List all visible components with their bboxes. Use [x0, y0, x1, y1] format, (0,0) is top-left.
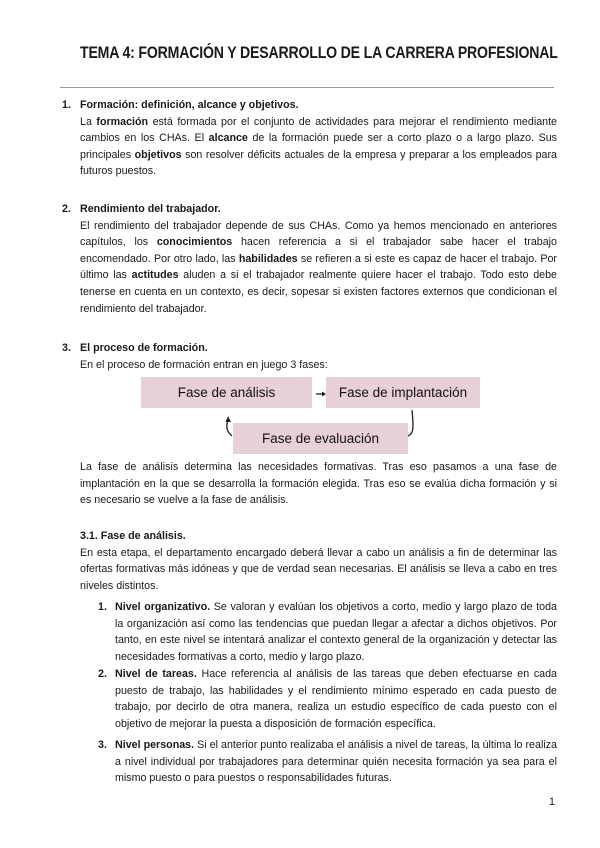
section-body: La formación está formada por el conjunto de actividades para mejorar el rendimiento mediante cambios en los CHAs. El alcance de la formación puede ser a corto plazo o a largo plazo. Sus principales objetivos son resolver déficits actuales de la empresa y preparar a los empleados para futuros puestos.: [80, 115, 558, 178]
section-heading: Formación: definición, alcance y objetivos.: [80, 99, 299, 111]
bold-term: conocimientos: [156, 236, 233, 249]
section-2: [62, 201, 557, 317]
phase-evaluation-box: Fase de evaluación: [233, 423, 408, 454]
page-title: TEMA 4: FORMACIÓN Y DESARROLLO DE LA CARRERA PROFESIONAL: [80, 44, 558, 62]
section-intro: En el proceso de formación entran en juego 3 fases:: [80, 358, 328, 371]
item-number: 2.: [98, 668, 107, 680]
section-body: La fase de análisis determina las necesidades formativas. Tras eso pasamos a una fase de implantación en la que se desarrolla la formación elegida. Tras eso se evalúa dicha formación y si es necesario se vuelve a la fase de análisis.: [80, 461, 557, 507]
subsection-3-1: [80, 528, 557, 594]
arrow-head-up: [226, 416, 232, 422]
item-number: 3.: [98, 739, 107, 751]
item-label: Nivel organizativo.: [115, 601, 211, 613]
item-number: 1.: [98, 601, 107, 613]
subsection-intro: En esta etapa, el departamento encargado deberá llevar a cabo un análisis a fin de determinar las ofertas formativas más idóneas y que de verdad sean necesarias. El análisis se lleva a cabo en tres niveles distintos.: [80, 546, 557, 592]
page-number: 1: [549, 796, 555, 808]
section-number: 1.: [62, 99, 71, 111]
section-3-after: [80, 459, 557, 509]
item-text: Hace referencia al análisis de las tareas que deben efectuarse en cada puesto de trabajo, las habilidades y el rendimiento mínimo esperado en cada puesto de trabajo, por decirlo de otra manera, realiza un estudio específico de cada puesto con el objetivo de mejorar la puesta a disposición de formación específica.: [115, 668, 557, 730]
bold-term: alcance: [208, 132, 248, 145]
bold-term: actitudes: [131, 269, 179, 282]
item-text: Se valoran y evalúan los objetivos a corto, medio y largo plazo de toda la organización así como las tendencias que puedan llegar a afectar a dichos objetivos. Por tanto, en este nivel se intentará analizar el contexto general de la organización y detectar las necesidades formativas a corto, medio y largo plazo.: [115, 601, 557, 663]
item-text: Si el anterior punto realizaba el análisis a nivel de tareas, la última lo realiza a nivel individual por trabajadores para determinar quién necesita formación ya sea para el mismo puesto o para puestos o responsabilidades futuras.: [115, 739, 557, 785]
title-divider: [60, 87, 554, 88]
arrow-implementation-to-evaluation: [408, 410, 413, 436]
subsection-item-2: [98, 666, 557, 732]
section-body: El rendimiento del trabajador depende de sus CHAs. Como ya hemos mencionado en anteriores capítulos, los conocimientos hacen referencia a si el trabajador sabe hacer el trabajo encomendado. Por otro lado, las habilidades se refieren a si este es capaz de hacer el trabajo. Por último las actitudes aluden a si el trabajador realmente quiere hacer el trabajo. Todo esto debe tenerse en cuenta en un contexto, es decir, sopesar si existen factores externos que condicionan el rendimiento del trabajador.: [80, 219, 557, 315]
subsection-heading: 3.1. Fase de análisis.: [80, 530, 186, 542]
phase-analysis-box: Fase de análisis: [141, 377, 312, 408]
section-number: 2.: [62, 203, 71, 215]
item-label: Nivel personas.: [115, 739, 195, 751]
bold-term: objetivos: [134, 148, 182, 161]
section-heading: El proceso de formación.: [80, 342, 208, 354]
subsection-item-3: [98, 737, 557, 787]
section-1: [62, 97, 558, 180]
section-heading: Rendimiento del trabajador.: [80, 203, 221, 215]
subsection-item-1: [98, 599, 557, 665]
phase-implementation-box: Fase de implantación: [326, 377, 480, 408]
bold-term: formación: [96, 115, 149, 128]
bold-term: habilidades: [238, 252, 298, 265]
section-3: [62, 340, 557, 373]
arrow-evaluation-to-analysis: [227, 420, 232, 436]
section-number: 3.: [62, 342, 71, 354]
item-label: Nivel de tareas.: [115, 668, 197, 680]
